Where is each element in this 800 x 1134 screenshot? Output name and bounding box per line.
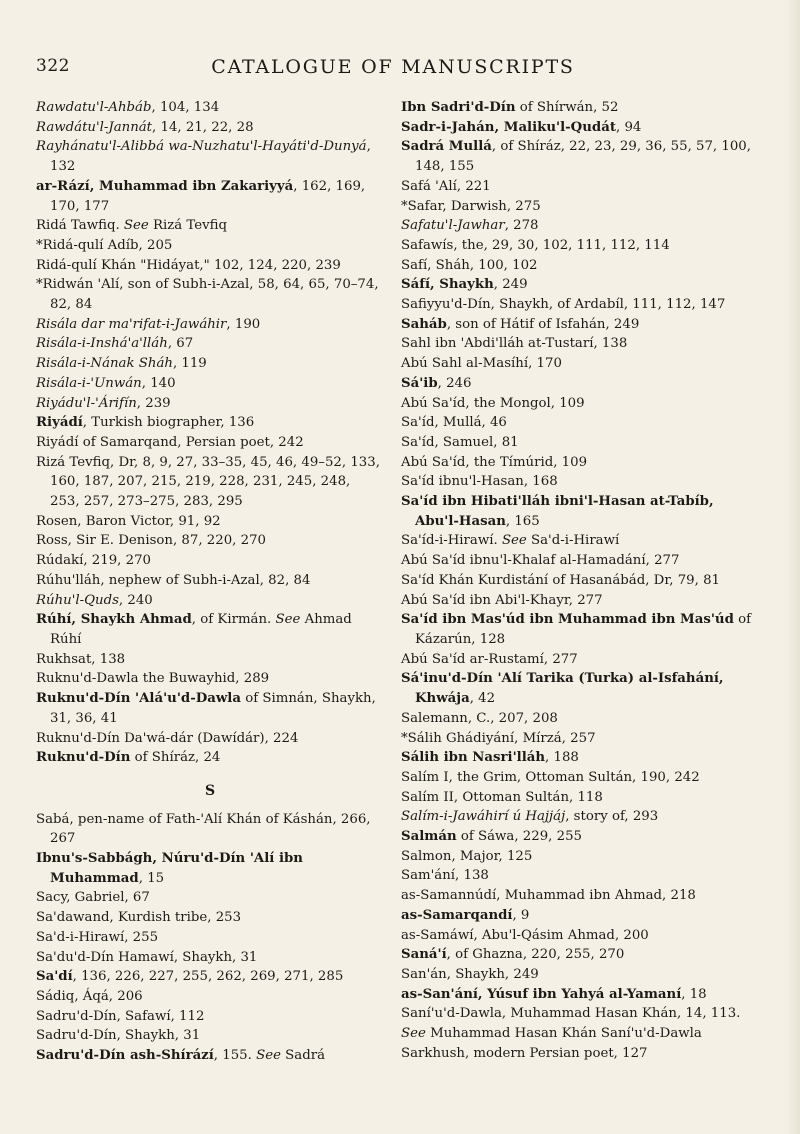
entry-heading: Ruknu'd-Dín 'Alá'u'd-Dawla — [36, 691, 241, 707]
entry-heading: Sadru'd-Dín, Safawí, 112 — [36, 1008, 205, 1024]
entry-heading: Abú Sa'íd, the Mongol, 109 — [401, 395, 585, 411]
entry-heading: Salmán — [401, 829, 457, 845]
entry-heading: Sa'íd ibn Mas'úd ibn Muhammad ibn Mas'úd — [401, 612, 734, 628]
index-entry — [36, 512, 384, 532]
index-entry — [401, 492, 761, 531]
index-entry — [36, 967, 384, 987]
index-entry — [401, 807, 761, 827]
entry-heading: Salím I, the Grim, Ottoman Sultán, 190, 242 — [401, 769, 700, 785]
index-entry — [401, 551, 761, 571]
index-column-left — [36, 98, 384, 1066]
index-entry — [401, 669, 761, 708]
index-entry — [401, 295, 761, 315]
entry-heading: Riyádí — [36, 415, 83, 431]
entry-references: , 104, 134 — [151, 100, 220, 115]
entry-heading: Sarkhush, modern Persian poet, 127 — [401, 1045, 648, 1061]
entry-heading: Ibnu's-Sabbágh, Núru'd-Dín 'Alí ibn Muhammad — [36, 851, 303, 886]
entry-heading: Sa'íd Khán Kurdistání of Hasanábád, Dr, 79, 81 — [401, 572, 720, 588]
entry-heading: Sacy, Gabriel, 67 — [36, 890, 150, 906]
entry-references: Muhammad Hasan Khán Saní'u'd-Dawla — [425, 1026, 702, 1042]
entry-references: , son of Hátif of Isfahán, 249 — [446, 316, 640, 332]
index-entry — [401, 98, 761, 118]
entry-heading: Sabá, pen-name of Fath-'Alí Khán of Káshán, 266, 267 — [36, 811, 371, 847]
index-entry — [36, 948, 384, 968]
entry-references: , Turkish biographer, 136 — [82, 415, 255, 431]
index-entry — [36, 729, 384, 749]
entry-references: , 15 — [138, 870, 165, 886]
index-entry — [401, 433, 761, 453]
index-entry — [36, 1046, 384, 1066]
entry-heading: Sa'du'd-Dín Hamawí, Shaykh, 31 — [36, 949, 258, 965]
see-reference: See — [256, 1048, 281, 1064]
entry-references: , 162, 169, 170, 177 — [50, 178, 366, 214]
running-title: CATALOGUE OF MANUSCRIPTS — [211, 56, 575, 78]
index-entry — [36, 669, 384, 689]
entry-references: of Kázarún, 128 — [415, 612, 752, 647]
entry-heading: Safá 'Alí, 221 — [401, 178, 491, 194]
see-target: Sadrá — [280, 1048, 326, 1064]
index-entry — [401, 374, 761, 394]
index-entry — [36, 315, 384, 335]
entry-heading: Safiyyu'd-Dín, Shaykh, of Ardabíl, 111, 112, 147 — [401, 297, 726, 313]
index-entry — [36, 98, 384, 118]
index-entry — [401, 827, 761, 847]
entry-heading: Sam'ání, 138 — [401, 868, 489, 884]
index-entry — [401, 1004, 761, 1024]
index-entry — [401, 729, 761, 749]
entry-heading: Sa'íd, Samuel, 81 — [401, 434, 519, 450]
entry-references: , 246 — [437, 375, 472, 391]
index-entry — [401, 531, 761, 551]
entry-heading: Sá'inu'd-Dín 'Alí Tarika (Turka) al-Isfahání, Khwája — [401, 671, 724, 707]
entry-heading: Rúhu'l-Quds — [36, 592, 119, 608]
entry-heading: Rawdatu'l-Ahbáb — [36, 100, 152, 115]
entry-heading: Sahl ibn 'Abdi'lláh at-Tustarí, 138 — [401, 336, 628, 352]
index-entry — [401, 394, 761, 414]
index-entry — [401, 591, 761, 611]
index-entry — [36, 810, 384, 849]
entry-heading: Riyádí of Samarqand, Persian poet, 242 — [36, 434, 304, 450]
entry-heading: Abú Sa'íd ibn Abi'l-Khayr, 277 — [401, 592, 603, 608]
index-entry — [401, 453, 761, 473]
entry-heading: Riyádu'l-'Árifín — [36, 395, 137, 411]
index-entry — [36, 216, 384, 236]
entry-references: , 9 — [512, 907, 530, 923]
index-entry — [36, 236, 384, 256]
entry-heading: Abú Sa'íd, the Tímúrid, 109 — [401, 454, 588, 470]
entry-heading: Ruknu'd-Dawla the Buwayhid, 289 — [36, 671, 270, 687]
index-entry — [401, 886, 761, 906]
index-entry — [36, 275, 384, 314]
entry-heading: Risála-i-Inshá'a'lláh — [36, 336, 168, 352]
entry-heading: Sa'íd, Mullá, 46 — [401, 415, 507, 431]
index-entry — [36, 531, 384, 551]
entry-heading: Risála-i-'Unwán — [36, 375, 142, 391]
index-entry — [401, 945, 761, 965]
entry-heading: Ruknu'd-Dín — [36, 750, 131, 766]
index-entry — [401, 177, 761, 197]
entry-references: , 67 — [167, 336, 194, 352]
index-entry — [401, 709, 761, 729]
entry-heading: Salím II, Ottoman Sultán, 118 — [401, 789, 603, 805]
entry-references: , 132 — [50, 139, 371, 175]
index-entry — [36, 928, 384, 948]
entry-heading: Salmon, Major, 125 — [401, 848, 533, 864]
entry-heading: Ruknu'd-Dín Da'wá-dár (Dawídár), 224 — [36, 730, 299, 746]
entry-heading: *Safar, Darwish, 275 — [401, 198, 541, 214]
entries-r — [36, 98, 384, 768]
entry-heading: Sa'dawand, Kurdish tribe, 253 — [36, 910, 242, 926]
index-entry — [36, 334, 384, 354]
entry-heading: Sádiq, Áqá, 206 — [36, 988, 143, 1004]
index-entry — [36, 908, 384, 928]
entry-references: , 155. — [213, 1048, 252, 1064]
index-entry — [401, 354, 761, 374]
index-entry — [36, 137, 384, 176]
entry-references: , 240 — [118, 592, 153, 608]
index-entry — [36, 354, 384, 374]
entry-references: , 94 — [616, 119, 642, 135]
entry-references: , 188 — [545, 750, 579, 766]
entry-heading: Sadrá Mullá — [401, 139, 492, 155]
entry-references: , of Shíráz, 22, 23, 29, 36, 55, 57, 100, 148, 155 — [415, 139, 751, 175]
page-number: 322 — [36, 56, 70, 76]
entry-heading: as-Samannúdí, Muhammad ibn Ahmad, 218 — [401, 888, 696, 904]
entry-heading: Ridá Tawfiq. — [36, 218, 120, 234]
entry-heading: Rúdakí, 219, 270 — [36, 553, 151, 569]
index-entry — [36, 177, 384, 216]
entry-references: , of Kirmán. — [191, 612, 272, 628]
index-entry — [401, 197, 761, 217]
entry-heading: Saháb — [401, 316, 447, 332]
entry-references: , 18 — [681, 986, 707, 1002]
index-entry — [36, 394, 384, 414]
index-entry — [36, 118, 384, 138]
index-entry — [401, 748, 761, 768]
index-entry — [36, 748, 384, 768]
index-entry — [36, 1007, 384, 1027]
entry-references: , 42 — [469, 691, 496, 707]
entry-heading: Saní'u'd-Dawla, Muhammad Hasan Khán, 14, 113. — [401, 1006, 741, 1022]
entry-heading: Safí, Sháh, 100, 102 — [401, 257, 538, 273]
index-entry — [401, 472, 761, 492]
entry-references: , 140 — [141, 375, 176, 391]
index-entry — [401, 1024, 761, 1044]
see-reference: See — [123, 218, 149, 234]
index-entry — [401, 275, 761, 295]
index-entry — [36, 849, 384, 888]
index-entry — [401, 256, 761, 276]
entry-heading: *Ridá-qulí Adíb, 205 — [36, 237, 173, 253]
entry-heading: Ibn Sadri'd-Dín — [401, 100, 516, 115]
index-entry — [401, 610, 761, 649]
entry-heading: Rayhánatu'l-Alibbá wa-Nuzhatu'l-Hayáti'd-Dunyá — [36, 139, 367, 155]
entry-references: , 119 — [172, 356, 207, 372]
entry-heading: Abú Sahl al-Masíhí, 170 — [401, 356, 562, 372]
index-entry — [36, 610, 384, 649]
entry-heading: *Sálih Ghádiyání, Mírzá, 257 — [401, 730, 596, 746]
entry-heading: Sá'ib — [401, 375, 438, 391]
index-entry — [36, 650, 384, 670]
entry-heading: Sa'íd ibnu'l-Hasan, 168 — [401, 474, 558, 490]
index-entry — [401, 965, 761, 985]
index-entry — [401, 906, 761, 926]
entry-heading: Ross, Sir E. Denison, 87, 220, 270 — [36, 533, 267, 549]
entry-heading: San'án, Shaykh, 249 — [401, 966, 539, 982]
index-entry — [401, 216, 761, 236]
index-entry — [36, 571, 384, 591]
index-entry — [36, 987, 384, 1007]
page-header — [36, 56, 750, 86]
index-column-right — [401, 98, 761, 1063]
entry-references: , story of, 293 — [565, 809, 659, 825]
entry-heading: Rúhu'lláh, nephew of Subh-i-Azal, 82, 84 — [36, 572, 311, 588]
entry-heading: as-Samáwí, Abu'l-Qásim Ahmad, 200 — [401, 927, 649, 943]
entry-heading: *Ridwán 'Alí, son of Subh-i-Azal, 58, 64, 65, 70–74, 82, 84 — [36, 277, 379, 313]
entry-heading: Rizá Tevfiq, Dr, 8, 9, 27, 33–35, 45, 46, 49–52, 133, 160, 187, 207, 215, 219, 228, 231, 245, 248, 253, 257, 273–275, 283, 295 — [36, 454, 380, 510]
see-reference: See — [275, 612, 301, 628]
index-entry — [401, 768, 761, 788]
entry-heading: Rúhí, Shaykh Ahmad — [36, 612, 192, 628]
index-entry — [401, 650, 761, 670]
index-entry — [36, 374, 384, 394]
index-entry — [36, 433, 384, 453]
entry-heading: Abú Sa'íd ar-Rustamí, 277 — [401, 651, 578, 667]
see-reference: See — [501, 533, 527, 549]
entry-heading: Salemann, C., 207, 208 — [401, 710, 558, 726]
page-edge-shadow — [786, 0, 800, 1134]
entry-references: , 165 — [505, 513, 540, 529]
index-entry — [401, 137, 761, 176]
entry-heading: Saná'í — [401, 947, 447, 963]
entries-s — [36, 810, 384, 1066]
index-entry — [36, 256, 384, 276]
entry-heading: Safatu'l-Jawhar — [401, 218, 505, 234]
entry-heading: Risála dar ma'rifat-i-Jawáhir — [36, 316, 227, 332]
section-letter-s: S — [204, 782, 216, 799]
entry-heading: Sa'íd ibn Hibati'lláh ibni'l-Hasan at-Tabíb, Abu'l-Hasan — [401, 494, 714, 529]
index-entry — [401, 985, 761, 1005]
entry-references: , of Ghazna, 220, 255, 270 — [446, 947, 625, 963]
index-entry — [401, 118, 761, 138]
index-entry — [36, 453, 384, 512]
entry-heading: Sadru'd-Dín, Shaykh, 31 — [36, 1028, 201, 1044]
entries-s-continued — [401, 98, 761, 1063]
index-entry — [401, 866, 761, 886]
entry-heading: Safawís, the, 29, 30, 102, 111, 112, 114 — [401, 237, 670, 253]
entry-heading: ar-Rází, Muhammad ibn Zakariyyá — [36, 178, 294, 194]
index-entry — [36, 1026, 384, 1046]
index-entry — [401, 236, 761, 256]
entry-references: of Shíráz, 24 — [130, 750, 221, 766]
index-entry — [401, 847, 761, 867]
index-entry — [401, 571, 761, 591]
entry-references: Sa'd-i-Hirawí — [526, 533, 620, 549]
entry-heading: Sa'd-i-Hirawí, 255 — [36, 929, 159, 945]
entry-heading: Sa'dí — [36, 969, 73, 985]
entry-heading: Rukhsat, 138 — [36, 651, 126, 667]
entry-heading: Ridá-qulí Khán "Hidáyat," 102, 124, 220, 239 — [36, 257, 341, 273]
entry-references: , 249 — [493, 277, 528, 293]
entry-references: , 278 — [504, 218, 539, 234]
entry-heading: Sa'íd-i-Hirawí. — [401, 533, 498, 549]
index-entry — [36, 551, 384, 571]
index-entry — [401, 926, 761, 946]
see-reference: See — [401, 1026, 426, 1042]
index-entry — [36, 591, 384, 611]
entry-references: of Shírwán, 52 — [515, 100, 619, 115]
entry-heading: Sadr-i-Jahán, Maliku'l-Qudát — [401, 119, 616, 135]
entry-references: of Sáwa, 229, 255 — [456, 829, 583, 845]
index-entry — [401, 1044, 761, 1064]
entry-heading: as-Samarqandí — [401, 907, 513, 923]
entry-heading: Salím-i-Jawáhirí ú Hajjáj — [401, 809, 566, 825]
index-entry — [401, 413, 761, 433]
index-entry — [401, 788, 761, 808]
entry-heading: Risála-i-Nának Sháh — [36, 356, 173, 372]
index-entry — [36, 888, 384, 908]
entry-references: , 14, 21, 22, 28 — [152, 119, 254, 135]
entry-references: Rizá Tevfiq — [148, 218, 228, 234]
entry-heading: Rosen, Baron Victor, 91, 92 — [36, 513, 221, 529]
index-entry — [36, 689, 384, 728]
index-entry — [401, 315, 761, 335]
entry-heading: as-San'ání, Yúsuf ibn Yahyá al-Yamaní — [401, 986, 682, 1002]
entry-heading: Sálih ibn Nasri'lláh — [401, 750, 546, 766]
entry-references: , 136, 226, 227, 255, 262, 269, 271, 285 — [72, 969, 344, 985]
index-entry — [36, 413, 384, 433]
entry-references: , 239 — [136, 395, 171, 411]
entry-heading: Abú Sa'íd ibnu'l-Khalaf al-Hamadání, 277 — [401, 553, 680, 569]
entry-references: of Simnán, Shaykh, 31, 36, 41 — [50, 691, 376, 726]
entry-heading: Sadru'd-Dín ash-Shírází — [36, 1048, 214, 1064]
entry-heading: Sáfí, Shaykh — [401, 277, 494, 293]
entry-heading: Rawdátu'l-Jannát — [36, 119, 153, 135]
see-target: Ahmad Rúhí — [50, 612, 352, 647]
entry-references: , 190 — [226, 316, 261, 332]
index-entry — [401, 334, 761, 354]
